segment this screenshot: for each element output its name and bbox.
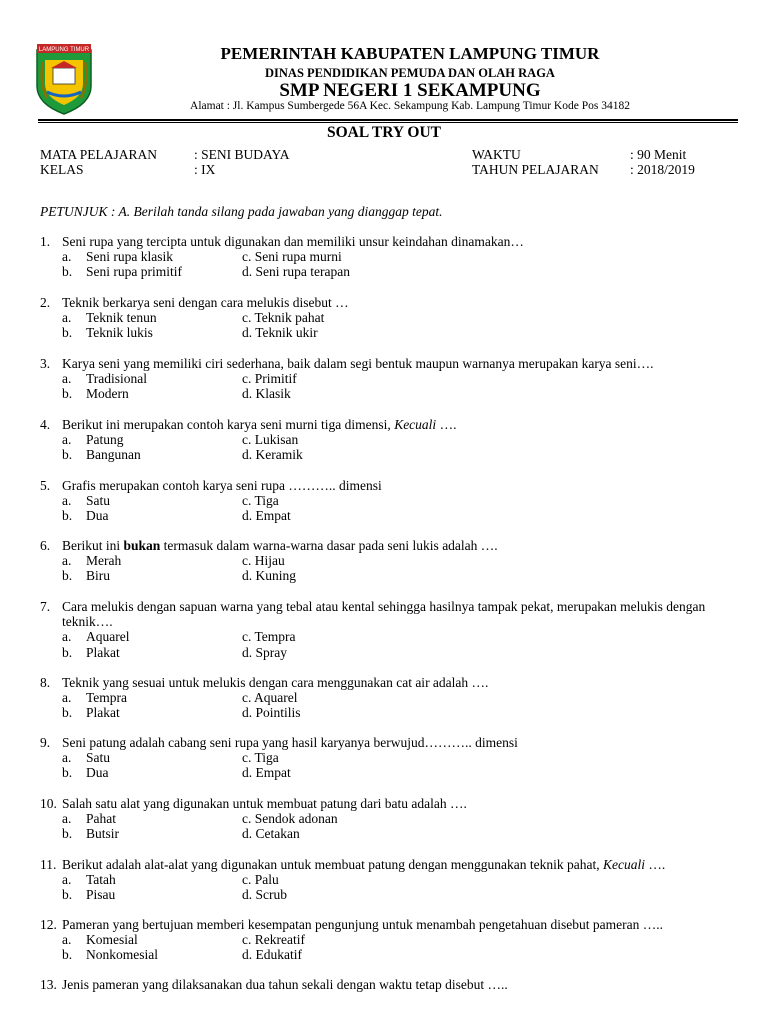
question-text: Grafis merupakan contoh karya seni rupa ……….. dimensi bbox=[62, 478, 382, 493]
question-number: 2. bbox=[40, 295, 51, 310]
question-text: Teknik berkarya seni dengan cara melukis disebut … bbox=[62, 295, 349, 310]
option-letter: a. bbox=[62, 553, 72, 569]
question-emphasis: Kecuali bbox=[394, 417, 437, 432]
answer-option-a bbox=[62, 750, 242, 765]
option-text: Tradisional bbox=[86, 371, 148, 387]
answer-option-c: c. Aquarel bbox=[242, 690, 298, 706]
option-text: Komesial bbox=[86, 932, 138, 948]
option-text: Pisau bbox=[86, 887, 116, 903]
answer-option-a bbox=[62, 932, 242, 947]
answer-row bbox=[62, 765, 752, 780]
answer-row bbox=[62, 932, 752, 947]
answer-option-a bbox=[62, 553, 242, 568]
time-label: WAKTU bbox=[472, 147, 521, 162]
option-letter: a. bbox=[62, 371, 72, 387]
answer-option-c: c. Primitif bbox=[242, 371, 297, 387]
answer-option-d: d. Spray bbox=[242, 644, 287, 660]
answer-option-a bbox=[62, 249, 242, 264]
class-value: : IX bbox=[194, 162, 216, 177]
answer-options bbox=[62, 310, 752, 340]
option-letter: a. bbox=[62, 493, 72, 509]
answer-row bbox=[62, 432, 752, 447]
option-letter: b. bbox=[62, 947, 73, 963]
option-letter: b. bbox=[62, 644, 73, 660]
answer-option-d: d. Empat bbox=[242, 765, 291, 781]
answer-option-b bbox=[62, 325, 242, 340]
question-text: Teknik yang sesuai untuk melukis dengan cara menggunakan cat air adalah …. bbox=[62, 675, 489, 690]
answer-option-d: d. Edukatif bbox=[242, 947, 302, 963]
answer-option-b bbox=[62, 705, 242, 720]
answer-row bbox=[62, 705, 752, 720]
header-school-name: SMP NEGERI 1 SEKAMPUNG bbox=[279, 80, 541, 101]
answer-option-b bbox=[62, 264, 242, 279]
answer-option-c: c. Rekreatif bbox=[242, 932, 305, 948]
option-text: Biru bbox=[86, 568, 111, 584]
answer-option-a bbox=[62, 493, 242, 508]
question-item bbox=[40, 478, 752, 524]
answer-options bbox=[62, 811, 752, 841]
option-text: Satu bbox=[86, 750, 111, 766]
option-text: Seni rupa klasik bbox=[86, 249, 173, 265]
question-number: 5. bbox=[40, 478, 51, 493]
question-item bbox=[40, 675, 752, 721]
question-number: 12. bbox=[40, 917, 57, 932]
answer-option-c: c. Hijau bbox=[242, 553, 285, 569]
answer-option-a bbox=[62, 432, 242, 447]
answer-option-c: c. Tiga bbox=[242, 493, 279, 509]
answer-row bbox=[62, 629, 752, 644]
answer-option-d: d. Scrub bbox=[242, 887, 287, 903]
answer-option-d: d. Seni rupa terapan bbox=[242, 264, 350, 280]
question-text: Pameran yang bertujuan memberi kesempatan pengunjung untuk menambah pengetahuan disebut pameran ….. bbox=[62, 917, 663, 932]
question-item bbox=[40, 917, 752, 963]
answer-row bbox=[62, 826, 752, 841]
option-text: Satu bbox=[86, 493, 111, 509]
answer-option-d: d. Cetakan bbox=[242, 826, 300, 842]
option-letter: b. bbox=[62, 826, 73, 842]
year-value: : 2018/2019 bbox=[630, 162, 695, 177]
class-label: KELAS bbox=[40, 162, 84, 177]
question-text: Jenis pameran yang dilaksanakan dua tahun sekali dengan waktu tetap disebut ….. bbox=[62, 977, 508, 992]
option-text: Teknik tenun bbox=[86, 310, 157, 326]
lampung-timur-logo bbox=[33, 42, 95, 116]
answer-row bbox=[62, 750, 752, 765]
answer-row bbox=[62, 325, 752, 340]
answer-option-b bbox=[62, 826, 242, 841]
answer-row bbox=[62, 249, 752, 264]
question-number: 7. bbox=[40, 599, 51, 614]
option-letter: a. bbox=[62, 629, 72, 645]
answer-option-a bbox=[62, 310, 242, 325]
subject-value: : SENI BUDAYA bbox=[194, 147, 290, 162]
header-address: Alamat : Jl. Kampus Sumbergede 56A Kec. Sekampung Kab. Lampung Timur Kode Pos 34182 bbox=[190, 100, 630, 112]
question-text: Berikut adalah alat-alat yang digunakan untuk membuat patung dengan menggunakan teknik pahat, Kecuali …. bbox=[62, 857, 666, 872]
option-letter: b. bbox=[62, 508, 73, 524]
question-emphasis: bukan bbox=[123, 538, 161, 553]
answer-option-c: c. Tiga bbox=[242, 750, 279, 766]
option-letter: a. bbox=[62, 690, 72, 706]
answer-option-b bbox=[62, 765, 242, 780]
answer-options bbox=[62, 750, 752, 780]
answer-option-c: c. Lukisan bbox=[242, 432, 299, 448]
answer-option-b bbox=[62, 386, 242, 401]
option-letter: a. bbox=[62, 432, 72, 448]
question-text: Berikut ini bukan termasuk dalam warna-warna dasar pada seni lukis adalah …. bbox=[62, 538, 498, 553]
svg-text:LAMPUNG TIMUR: LAMPUNG TIMUR bbox=[38, 47, 90, 53]
answer-row bbox=[62, 447, 752, 462]
option-text: Plakat bbox=[86, 705, 120, 721]
question-item bbox=[40, 295, 752, 341]
answer-option-d: d. Keramik bbox=[242, 447, 303, 463]
answer-row bbox=[62, 508, 752, 523]
question-text: Seni rupa yang tercipta untuk digunakan dan memiliki unsur keindahan dinamakan… bbox=[62, 234, 524, 249]
question-number: 8. bbox=[40, 675, 51, 690]
question-emphasis: Kecuali bbox=[602, 857, 645, 872]
answer-option-b bbox=[62, 508, 242, 523]
question-number: 4. bbox=[40, 417, 51, 432]
answer-option-d: d. Teknik ukir bbox=[242, 325, 318, 341]
answer-row bbox=[62, 568, 752, 583]
option-text: Seni rupa primitif bbox=[86, 264, 182, 280]
option-letter: b. bbox=[62, 765, 73, 781]
option-letter: a. bbox=[62, 811, 72, 827]
question-item bbox=[40, 735, 752, 781]
answer-option-d: d. Pointilis bbox=[242, 705, 301, 721]
question-number: 3. bbox=[40, 356, 51, 371]
question-item bbox=[40, 356, 752, 402]
question-item bbox=[40, 796, 752, 842]
answer-options bbox=[62, 932, 752, 962]
answer-option-c: c. Sendok adonan bbox=[242, 811, 338, 827]
exam-title: SOAL TRY OUT bbox=[326, 124, 442, 141]
answer-option-a bbox=[62, 629, 242, 644]
answer-row bbox=[62, 553, 752, 568]
answer-option-a bbox=[62, 371, 242, 386]
option-letter: a. bbox=[62, 310, 72, 326]
option-letter: b. bbox=[62, 386, 73, 402]
header-department: DINAS PENDIDIKAN PEMUDA DAN OLAH RAGA bbox=[265, 66, 555, 80]
question-item bbox=[40, 857, 752, 903]
option-letter: a. bbox=[62, 750, 72, 766]
question-item bbox=[40, 234, 752, 280]
option-letter: b. bbox=[62, 568, 73, 584]
answer-row bbox=[62, 493, 752, 508]
question-number: 10. bbox=[40, 796, 57, 811]
answer-option-c: c. Seni rupa murni bbox=[242, 249, 342, 265]
answer-option-a bbox=[62, 872, 242, 887]
question-item bbox=[40, 599, 752, 660]
answer-option-a bbox=[62, 690, 242, 705]
question-text: Seni patung adalah cabang seni rupa yang hasil karyanya berwujud……….. dimensi bbox=[62, 735, 518, 750]
answer-option-b bbox=[62, 447, 242, 462]
option-text: Tatah bbox=[86, 872, 116, 888]
question-text: Salah satu alat yang digunakan untuk membuat patung dari batu adalah …. bbox=[62, 796, 467, 811]
option-letter: a. bbox=[62, 249, 72, 265]
answer-row bbox=[62, 872, 752, 887]
option-text: Dua bbox=[86, 765, 109, 781]
option-text: Tempra bbox=[86, 690, 128, 706]
answer-row bbox=[62, 645, 752, 660]
header-divider-thick bbox=[38, 119, 738, 121]
answer-option-d: d. Klasik bbox=[242, 386, 291, 402]
answer-option-b bbox=[62, 947, 242, 962]
question-number: 13. bbox=[40, 977, 57, 992]
answer-option-c: c. Tempra bbox=[242, 629, 296, 645]
option-text: Aquarel bbox=[86, 629, 130, 645]
answer-options bbox=[62, 493, 752, 523]
option-text: Merah bbox=[86, 553, 122, 569]
answer-options bbox=[62, 690, 752, 720]
answer-option-b bbox=[62, 887, 242, 902]
option-letter: a. bbox=[62, 932, 72, 948]
option-text: Nonkomesial bbox=[86, 947, 158, 963]
answer-option-d: d. Empat bbox=[242, 508, 291, 524]
answer-row bbox=[62, 310, 752, 325]
answer-options bbox=[62, 432, 752, 462]
option-text: Patung bbox=[86, 432, 124, 448]
answer-option-b bbox=[62, 645, 242, 660]
answer-options bbox=[62, 553, 752, 583]
answer-row bbox=[62, 947, 752, 962]
answer-option-c: c. Palu bbox=[242, 872, 279, 888]
question-number: 6. bbox=[40, 538, 51, 553]
answer-row bbox=[62, 386, 752, 401]
option-text: Plakat bbox=[86, 644, 120, 660]
answer-row bbox=[62, 887, 752, 902]
year-label: TAHUN PELAJARAN bbox=[472, 162, 599, 177]
option-letter: b. bbox=[62, 325, 73, 341]
time-value: : 90 Menit bbox=[630, 147, 687, 162]
answer-option-b bbox=[62, 568, 242, 583]
question-text: Karya seni yang memiliki ciri sederhana, baik dalam segi bentuk maupun warnanya merupakan karya seni…. bbox=[62, 356, 654, 371]
question-number: 1. bbox=[40, 234, 51, 249]
option-text: Pahat bbox=[86, 811, 116, 827]
option-letter: b. bbox=[62, 447, 73, 463]
option-text: Teknik lukis bbox=[86, 325, 153, 341]
option-text: Bangunan bbox=[86, 447, 141, 463]
header-government: PEMERINTAH KABUPATEN LAMPUNG TIMUR bbox=[220, 44, 600, 63]
option-text: Dua bbox=[86, 508, 109, 524]
answer-option-c: c. Teknik pahat bbox=[242, 310, 325, 326]
question-text: Berikut ini merupakan contoh karya seni murni tiga dimensi, Kecuali …. bbox=[62, 417, 457, 432]
subject-label: MATA PELAJARAN bbox=[40, 147, 158, 162]
question-number: 11. bbox=[40, 857, 57, 872]
instructions: PETUNJUK : A. Berilah tanda silang pada jawaban yang dianggap tepat. bbox=[40, 204, 443, 219]
question-item bbox=[40, 977, 752, 992]
answer-options bbox=[62, 872, 752, 902]
answer-row bbox=[62, 690, 752, 705]
question-item bbox=[40, 417, 752, 463]
option-letter: b. bbox=[62, 887, 73, 903]
answer-options bbox=[62, 371, 752, 401]
option-text: Modern bbox=[86, 386, 129, 402]
option-letter: a. bbox=[62, 872, 72, 888]
answer-option-a bbox=[62, 811, 242, 826]
question-text: Cara melukis dengan sapuan warna yang tebal atau kental sehingga hasilnya tampak pekat, merupakan melukis dengan teknik…. bbox=[62, 599, 706, 630]
option-text: Butsir bbox=[86, 826, 120, 842]
answer-row bbox=[62, 264, 752, 279]
answer-option-d: d. Kuning bbox=[242, 568, 296, 584]
answer-row bbox=[62, 371, 752, 386]
answer-options bbox=[62, 249, 752, 279]
question-item bbox=[40, 538, 752, 584]
header-divider-thin bbox=[38, 122, 738, 123]
answer-row bbox=[62, 811, 752, 826]
option-letter: b. bbox=[62, 705, 73, 721]
answer-options bbox=[62, 629, 752, 659]
option-letter: b. bbox=[62, 264, 73, 280]
question-number: 9. bbox=[40, 735, 51, 750]
